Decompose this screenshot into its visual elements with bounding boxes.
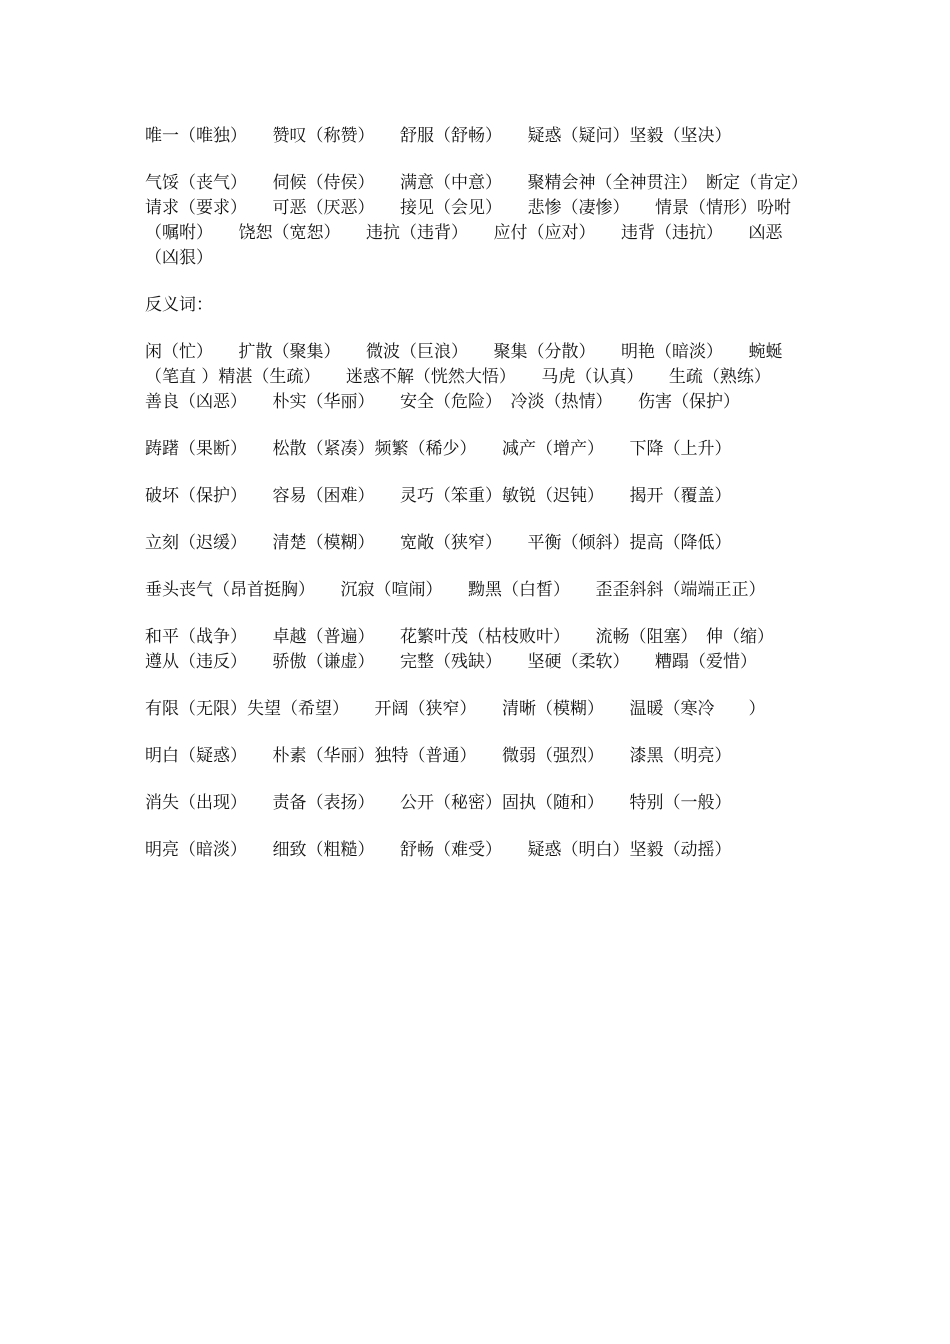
antonym-paragraph-3: 破坏（保护） 容易（困难） 灵巧（笨重）敏锐（迟钝） 揭开（覆盖） [145,486,732,506]
antonym-paragraph-2: 踌躇（果断） 松散（紧凑）频繁（稀少） 减产（增产） 下降（上升） [145,439,732,459]
antonym-paragraph-6: 和平（战争） 卓越（普遍） 花繁叶茂（枯枝败叶） 流畅（阻塞） 伸（缩） 遵从（违反） 骄傲（谦虚） 完整（残缺） 坚硬（柔软） 糟蹋（爱惜） [145,627,800,672]
synonym-paragraph-1: 唯一（唯独） 赞叹（称赞） 舒服（舒畅） 疑惑（疑问）坚毅（坚决） [145,126,732,146]
antonym-paragraph-4: 立刻（迟缓） 清楚（模糊） 宽敞（狭窄） 平衡（倾斜）提高（降低） [145,533,732,553]
antonym-paragraph-1: 闲（忙） 扩散（聚集） 微波（巨浪） 聚集（分散） 明艳（暗淡） 蜿蜒（笔直 ）精湛（生疏） 迷惑不解（恍然大悟） 马虎（认真） 生疏（熟练） 善良（凶恶） 朴实（华丽） 安全（危险） 冷淡（热情） 伤害（保护） [145,342,797,412]
antonym-paragraph-7: 有限（无限）失望（希望） 开阔（狭窄） 清晰（模糊） 温暖（寒冷 ） [145,699,766,719]
antonym-paragraph-8: 明白（疑惑） 朴素（华丽）独特（普通） 微弱（强烈） 漆黑（明亮） [145,746,732,766]
antonym-paragraph-9: 消失（出现） 责备（表扬） 公开（秘密）固执（随和） 特别（一般） [145,793,732,813]
document-page [145,124,834,885]
antonym-paragraph-10: 明亮（暗淡） 细致（粗糙） 舒畅（难受） 疑惑（明白）坚毅（动摇） [145,840,732,860]
synonym-paragraph-2: 气馁（丧气） 伺候（侍侯） 满意（中意） 聚精会神（全神贯注） 断定（肯定） 请求（要求） 可恶（厌恶） 接见（会见） 悲惨（凄惨） 情景（情形）吩咐（嘱咐） 饶恕（宽恕） 违抗（违背） 应付（应对） 违背（违抗） 凶恶（凶狠） [145,173,834,268]
antonym-heading: 反义词： [145,295,213,315]
antonym-paragraph-5: 垂头丧气（昂首挺胸） 沉寂（喧闹） 黝黑（白皙） 歪歪斜斜（端端正正） [145,580,766,600]
